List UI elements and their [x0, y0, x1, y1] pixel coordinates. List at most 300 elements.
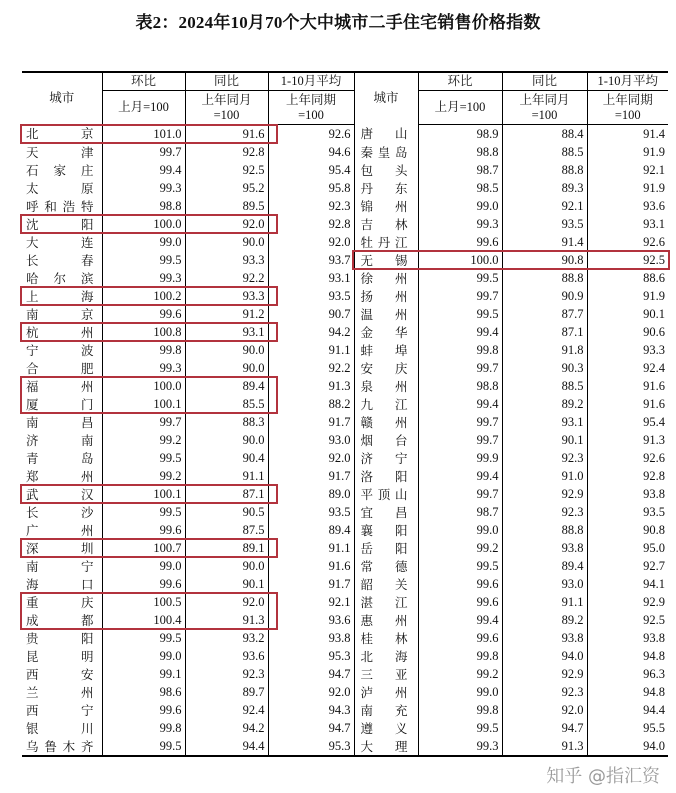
left-mom-cell: 99.8 — [102, 719, 185, 737]
left-city-cell: 北京 — [26, 126, 94, 142]
right-mom-cell: 99.0 — [418, 521, 502, 539]
right-city-cell: 泉州 — [354, 377, 418, 395]
left-mom-cell: 99.6 — [102, 701, 185, 719]
right-mom-cell: 99.7 — [418, 413, 502, 431]
right-yoy-cell: 89.2 — [502, 395, 587, 413]
left-avg-cell: 91.1 — [268, 539, 354, 557]
left-yoy-cell: 93.3 — [185, 287, 268, 305]
table-row — [22, 719, 668, 737]
right-mom-cell: 99.7 — [418, 359, 502, 377]
left-city-cell: 银川 — [26, 720, 94, 736]
left-mom-cell: 99.3 — [102, 269, 185, 287]
left-city-cell: 哈尔滨 — [26, 270, 94, 286]
right-city-cell: 泸州 — [354, 683, 418, 701]
header-city: 城市 — [22, 72, 102, 125]
left-avg-cell: 94.2 — [268, 323, 354, 341]
table-row — [22, 449, 668, 467]
header-avg-base — [268, 91, 354, 125]
left-avg-cell: 92.2 — [268, 359, 354, 377]
right-city-cell: 济宁 — [354, 449, 418, 467]
header-mom: 环比 — [102, 72, 185, 91]
left-city-cell: 成都 — [26, 612, 94, 628]
right-yoy-cell: 93.1 — [502, 413, 587, 431]
table-row — [22, 125, 668, 144]
left-mom-cell: 99.4 — [102, 161, 185, 179]
right-mom-cell: 98.7 — [418, 161, 502, 179]
left-yoy-cell: 92.4 — [185, 701, 268, 719]
right-mom-cell: 99.3 — [418, 215, 502, 233]
right-avg-cell: 95.4 — [587, 413, 668, 431]
left-city-cell: 青岛 — [26, 450, 94, 466]
left-avg-cell: 92.1 — [268, 593, 354, 611]
table-row — [22, 665, 668, 683]
right-avg-cell: 93.5 — [587, 503, 668, 521]
right-mom-cell: 99.4 — [418, 467, 502, 485]
left-yoy-cell: 90.0 — [185, 359, 268, 377]
left-avg-cell: 91.7 — [268, 413, 354, 431]
right-yoy-cell: 92.3 — [502, 503, 587, 521]
table-row — [22, 701, 668, 719]
header-mom-right: 环比 — [418, 72, 502, 91]
left-yoy-cell: 90.0 — [185, 341, 268, 359]
table-row — [22, 431, 668, 449]
right-yoy-cell: 90.3 — [502, 359, 587, 377]
left-yoy-cell: 87.1 — [185, 485, 268, 503]
left-yoy-cell: 92.0 — [185, 215, 268, 233]
table-row — [22, 521, 668, 539]
header-yoy-base-right — [502, 91, 587, 125]
left-city-cell: 沈阳 — [26, 216, 94, 232]
left-yoy-cell: 95.2 — [185, 179, 268, 197]
right-mom-cell: 99.3 — [418, 737, 502, 756]
right-avg-cell: 92.5 — [587, 611, 668, 629]
right-yoy-cell: 93.5 — [502, 215, 587, 233]
table-row — [22, 233, 668, 251]
right-mom-cell: 99.7 — [418, 431, 502, 449]
right-yoy-cell: 88.5 — [502, 377, 587, 395]
right-city-cell: 扬州 — [354, 287, 418, 305]
right-city-cell: 温州 — [354, 305, 418, 323]
left-mom-cell: 99.5 — [102, 251, 185, 269]
left-avg-cell: 92.0 — [268, 683, 354, 701]
right-mom-cell: 99.2 — [418, 665, 502, 683]
left-yoy-cell: 85.5 — [185, 395, 268, 413]
left-yoy-cell: 91.1 — [185, 467, 268, 485]
yoy-base-line2: =100 — [531, 107, 558, 122]
right-yoy-cell: 92.0 — [502, 701, 587, 719]
table-row — [22, 485, 668, 503]
table-row — [22, 611, 668, 629]
yoy-base-line1: 上年同月 — [519, 92, 570, 107]
right-avg-cell: 91.9 — [587, 179, 668, 197]
left-city-cell: 宁波 — [26, 342, 94, 358]
left-city-cell: 兰州 — [26, 684, 94, 700]
left-mom-cell: 100.0 — [102, 215, 185, 233]
right-avg-cell: 91.6 — [587, 395, 668, 413]
left-city-cell: 太原 — [26, 180, 94, 196]
right-mom-cell: 99.5 — [418, 269, 502, 287]
left-yoy-cell: 89.5 — [185, 197, 268, 215]
right-avg-cell: 91.4 — [587, 125, 668, 144]
price-index-table-container — [22, 71, 668, 757]
table-row — [22, 395, 668, 413]
left-yoy-cell: 92.5 — [185, 161, 268, 179]
right-mom-cell: 99.5 — [418, 305, 502, 323]
left-city-cell: 天津 — [26, 144, 94, 160]
right-mom-cell: 98.9 — [418, 125, 502, 144]
left-city-cell: 长沙 — [26, 504, 94, 520]
table-row — [22, 251, 668, 269]
right-city-cell: 湛江 — [354, 593, 418, 611]
right-avg-cell: 95.0 — [587, 539, 668, 557]
right-yoy-cell: 90.8 — [502, 251, 587, 269]
left-avg-cell: 94.7 — [268, 719, 354, 737]
header-yoy: 同比 — [185, 72, 268, 91]
watermark: 知乎 @指汇资 — [546, 766, 660, 787]
left-avg-cell: 91.1 — [268, 341, 354, 359]
right-avg-cell: 93.3 — [587, 341, 668, 359]
left-avg-cell: 89.0 — [268, 485, 354, 503]
left-avg-cell: 92.0 — [268, 233, 354, 251]
avg-base-line2: =100 — [614, 107, 641, 122]
right-yoy-cell: 90.9 — [502, 287, 587, 305]
right-yoy-cell: 93.8 — [502, 539, 587, 557]
right-yoy-cell: 91.3 — [502, 737, 587, 756]
left-mom-cell: 99.1 — [102, 665, 185, 683]
left-avg-cell: 93.5 — [268, 287, 354, 305]
right-avg-cell: 91.9 — [587, 143, 668, 161]
right-avg-cell: 92.9 — [587, 593, 668, 611]
right-mom-cell: 99.8 — [418, 647, 502, 665]
left-mom-cell: 99.6 — [102, 305, 185, 323]
right-avg-cell: 95.5 — [587, 719, 668, 737]
right-yoy-cell: 90.1 — [502, 431, 587, 449]
avg-base-line2: =100 — [298, 107, 324, 122]
left-city-cell: 广州 — [26, 522, 94, 538]
right-city-cell: 韶关 — [354, 575, 418, 593]
right-city-cell: 牡丹江 — [354, 233, 418, 251]
table-row — [22, 629, 668, 647]
right-avg-cell: 92.1 — [587, 161, 668, 179]
right-city-cell: 吉林 — [354, 215, 418, 233]
left-avg-cell: 92.6 — [268, 125, 354, 144]
left-city-cell: 济南 — [26, 432, 94, 448]
right-yoy-cell: 93.0 — [502, 575, 587, 593]
left-yoy-cell: 91.3 — [185, 611, 268, 629]
left-mom-cell: 99.7 — [102, 143, 185, 161]
yoy-base-line2: =100 — [213, 107, 240, 122]
table-row — [22, 683, 668, 701]
left-city-cell: 长春 — [26, 252, 94, 268]
right-mom-cell: 100.0 — [418, 251, 502, 269]
left-yoy-cell: 91.2 — [185, 305, 268, 323]
left-mom-cell: 99.7 — [102, 413, 185, 431]
table-row — [22, 575, 668, 593]
right-avg-cell: 92.6 — [587, 233, 668, 251]
left-avg-cell: 93.0 — [268, 431, 354, 449]
right-city-cell: 秦皇岛 — [354, 143, 418, 161]
left-avg-cell: 91.6 — [268, 557, 354, 575]
left-yoy-cell: 92.8 — [185, 143, 268, 161]
table-row — [22, 179, 668, 197]
left-mom-cell: 101.0 — [102, 125, 185, 144]
right-mom-cell: 99.7 — [418, 485, 502, 503]
left-avg-cell: 92.8 — [268, 215, 354, 233]
left-city-cell: 南京 — [26, 306, 94, 322]
left-yoy-cell: 91.6 — [185, 125, 268, 144]
right-avg-cell: 90.6 — [587, 323, 668, 341]
left-yoy-cell: 90.1 — [185, 575, 268, 593]
left-yoy-cell: 89.4 — [185, 377, 268, 395]
left-mom-cell: 100.2 — [102, 287, 185, 305]
table-row — [22, 305, 668, 323]
left-avg-cell: 95.4 — [268, 161, 354, 179]
table-row — [22, 341, 668, 359]
left-avg-cell: 95.8 — [268, 179, 354, 197]
left-avg-cell: 92.3 — [268, 197, 354, 215]
right-city-cell: 宜昌 — [354, 503, 418, 521]
left-mom-cell: 99.3 — [102, 359, 185, 377]
right-mom-cell: 99.0 — [418, 683, 502, 701]
right-yoy-cell: 91.0 — [502, 467, 587, 485]
right-yoy-cell: 91.8 — [502, 341, 587, 359]
right-mom-cell: 99.8 — [418, 341, 502, 359]
right-city-cell: 南充 — [354, 701, 418, 719]
left-avg-cell: 94.6 — [268, 143, 354, 161]
right-city-cell: 无锡 — [354, 251, 418, 269]
right-mom-cell: 99.9 — [418, 449, 502, 467]
left-avg-cell: 89.4 — [268, 521, 354, 539]
yoy-base-line1: 上年同月 — [201, 92, 252, 107]
avg-base-line1: 上年同期 — [285, 92, 336, 107]
right-avg-cell: 90.1 — [587, 305, 668, 323]
table-row — [22, 377, 668, 395]
left-yoy-cell: 90.4 — [185, 449, 268, 467]
left-city-cell: 郑州 — [26, 468, 94, 484]
left-city-cell: 合肥 — [26, 360, 94, 376]
left-avg-cell: 93.7 — [268, 251, 354, 269]
table-row — [22, 143, 668, 161]
left-avg-cell: 93.1 — [268, 269, 354, 287]
left-city-cell: 海口 — [26, 576, 94, 592]
right-city-cell: 锦州 — [354, 197, 418, 215]
right-yoy-cell: 91.1 — [502, 593, 587, 611]
left-city-cell: 石家庄 — [26, 162, 94, 178]
right-avg-cell: 93.8 — [587, 485, 668, 503]
right-avg-cell: 93.1 — [587, 215, 668, 233]
left-mom-cell: 99.6 — [102, 575, 185, 593]
right-mom-cell: 99.2 — [418, 539, 502, 557]
right-city-cell: 赣州 — [354, 413, 418, 431]
right-yoy-cell: 92.1 — [502, 197, 587, 215]
left-city-cell: 武汉 — [26, 486, 94, 502]
right-city-cell: 襄阳 — [354, 521, 418, 539]
left-avg-cell: 91.3 — [268, 377, 354, 395]
left-yoy-cell: 90.0 — [185, 557, 268, 575]
right-yoy-cell: 89.4 — [502, 557, 587, 575]
table-row — [22, 215, 668, 233]
left-mom-cell: 99.0 — [102, 233, 185, 251]
left-yoy-cell: 92.3 — [185, 665, 268, 683]
left-yoy-cell: 90.5 — [185, 503, 268, 521]
table-row — [22, 503, 668, 521]
right-yoy-cell: 88.5 — [502, 143, 587, 161]
right-city-cell: 洛阳 — [354, 467, 418, 485]
left-yoy-cell: 92.2 — [185, 269, 268, 287]
left-avg-cell: 94.7 — [268, 665, 354, 683]
right-city-cell: 丹东 — [354, 179, 418, 197]
right-yoy-cell: 88.4 — [502, 125, 587, 144]
right-mom-cell: 99.8 — [418, 701, 502, 719]
right-yoy-cell: 88.8 — [502, 161, 587, 179]
left-avg-cell: 90.7 — [268, 305, 354, 323]
header-mom-base: 上月=100 — [102, 91, 185, 125]
right-avg-cell: 94.8 — [587, 683, 668, 701]
left-yoy-cell: 90.0 — [185, 233, 268, 251]
left-city-cell: 西安 — [26, 666, 94, 682]
left-avg-cell: 93.5 — [268, 503, 354, 521]
left-mom-cell: 100.8 — [102, 323, 185, 341]
right-mom-cell: 99.6 — [418, 593, 502, 611]
table-row — [22, 737, 668, 756]
header-mom-base-right: 上月=100 — [418, 91, 502, 125]
left-city-cell: 杭州 — [26, 324, 94, 340]
right-city-cell: 岳阳 — [354, 539, 418, 557]
left-mom-cell: 99.2 — [102, 431, 185, 449]
left-city-cell: 南宁 — [26, 558, 94, 574]
right-yoy-cell: 88.8 — [502, 521, 587, 539]
header-yoy-right: 同比 — [502, 72, 587, 91]
left-yoy-cell: 93.3 — [185, 251, 268, 269]
right-mom-cell: 99.5 — [418, 557, 502, 575]
left-mom-cell: 99.0 — [102, 557, 185, 575]
right-yoy-cell: 92.9 — [502, 485, 587, 503]
left-yoy-cell: 93.2 — [185, 629, 268, 647]
right-avg-cell: 91.9 — [587, 287, 668, 305]
left-avg-cell: 93.6 — [268, 611, 354, 629]
right-city-cell: 惠州 — [354, 611, 418, 629]
right-mom-cell: 99.6 — [418, 629, 502, 647]
left-mom-cell: 99.3 — [102, 179, 185, 197]
right-city-cell: 三亚 — [354, 665, 418, 683]
right-mom-cell: 98.7 — [418, 503, 502, 521]
right-city-cell: 平顶山 — [354, 485, 418, 503]
right-city-cell: 大理 — [354, 737, 418, 756]
price-index-table — [22, 71, 668, 757]
right-yoy-cell: 92.3 — [502, 449, 587, 467]
right-mom-cell: 99.5 — [418, 719, 502, 737]
left-yoy-cell: 92.0 — [185, 593, 268, 611]
left-city-cell: 南昌 — [26, 414, 94, 430]
header-row-2 — [22, 91, 668, 125]
right-yoy-cell: 92.3 — [502, 683, 587, 701]
right-avg-cell: 92.8 — [587, 467, 668, 485]
left-yoy-cell: 87.5 — [185, 521, 268, 539]
left-mom-cell: 100.1 — [102, 485, 185, 503]
right-avg-cell: 91.3 — [587, 431, 668, 449]
left-mom-cell: 100.5 — [102, 593, 185, 611]
right-mom-cell: 99.4 — [418, 395, 502, 413]
right-mom-cell: 99.7 — [418, 287, 502, 305]
table-row — [22, 323, 668, 341]
left-city-cell: 大连 — [26, 234, 94, 250]
left-mom-cell: 100.7 — [102, 539, 185, 557]
right-mom-cell: 98.8 — [418, 377, 502, 395]
header-avg-right: 1-10月平均 — [587, 72, 668, 91]
left-avg-cell: 95.3 — [268, 647, 354, 665]
table-row — [22, 647, 668, 665]
left-mom-cell: 98.6 — [102, 683, 185, 701]
header-avg-base-right — [587, 91, 668, 125]
right-yoy-cell: 92.9 — [502, 665, 587, 683]
right-city-cell: 遵义 — [354, 719, 418, 737]
header-yoy-base — [185, 91, 268, 125]
left-avg-cell: 93.8 — [268, 629, 354, 647]
left-mom-cell: 99.0 — [102, 647, 185, 665]
right-avg-cell: 94.1 — [587, 575, 668, 593]
right-city-cell: 北海 — [354, 647, 418, 665]
left-mom-cell: 99.6 — [102, 521, 185, 539]
right-city-cell: 唐山 — [354, 125, 418, 144]
left-city-cell: 西宁 — [26, 702, 94, 718]
left-mom-cell: 100.0 — [102, 377, 185, 395]
left-mom-cell: 100.4 — [102, 611, 185, 629]
right-avg-cell: 94.8 — [587, 647, 668, 665]
right-city-cell: 九江 — [354, 395, 418, 413]
right-avg-cell: 88.6 — [587, 269, 668, 287]
table-body — [22, 125, 668, 757]
right-city-cell: 包头 — [354, 161, 418, 179]
right-yoy-cell: 89.3 — [502, 179, 587, 197]
right-yoy-cell: 88.8 — [502, 269, 587, 287]
right-city-cell: 桂林 — [354, 629, 418, 647]
left-yoy-cell: 88.3 — [185, 413, 268, 431]
left-mom-cell: 99.2 — [102, 467, 185, 485]
right-city-cell: 烟台 — [354, 431, 418, 449]
right-avg-cell: 90.8 — [587, 521, 668, 539]
left-avg-cell: 91.7 — [268, 467, 354, 485]
right-avg-cell: 92.5 — [587, 251, 668, 269]
right-city-cell: 徐州 — [354, 269, 418, 287]
right-avg-cell: 92.7 — [587, 557, 668, 575]
right-yoy-cell: 94.0 — [502, 647, 587, 665]
right-yoy-cell: 87.7 — [502, 305, 587, 323]
left-yoy-cell: 90.0 — [185, 431, 268, 449]
left-mom-cell: 99.5 — [102, 503, 185, 521]
left-avg-cell: 95.3 — [268, 737, 354, 756]
left-mom-cell: 99.5 — [102, 737, 185, 756]
left-mom-cell: 99.5 — [102, 449, 185, 467]
left-city-cell: 呼和浩特 — [26, 198, 94, 214]
left-avg-cell: 91.7 — [268, 575, 354, 593]
right-yoy-cell: 87.1 — [502, 323, 587, 341]
table-row — [22, 161, 668, 179]
right-avg-cell: 96.3 — [587, 665, 668, 683]
left-city-cell: 厦门 — [26, 396, 94, 412]
left-city-cell: 贵阳 — [26, 630, 94, 646]
right-avg-cell: 92.6 — [587, 449, 668, 467]
right-avg-cell: 93.8 — [587, 629, 668, 647]
right-avg-cell: 93.6 — [587, 197, 668, 215]
right-yoy-cell: 89.2 — [502, 611, 587, 629]
avg-base-line1: 上年同期 — [602, 92, 653, 107]
right-city-cell: 常德 — [354, 557, 418, 575]
left-mom-cell: 100.1 — [102, 395, 185, 413]
left-mom-cell: 98.8 — [102, 197, 185, 215]
table-row — [22, 197, 668, 215]
left-mom-cell: 99.5 — [102, 629, 185, 647]
table-row — [22, 359, 668, 377]
